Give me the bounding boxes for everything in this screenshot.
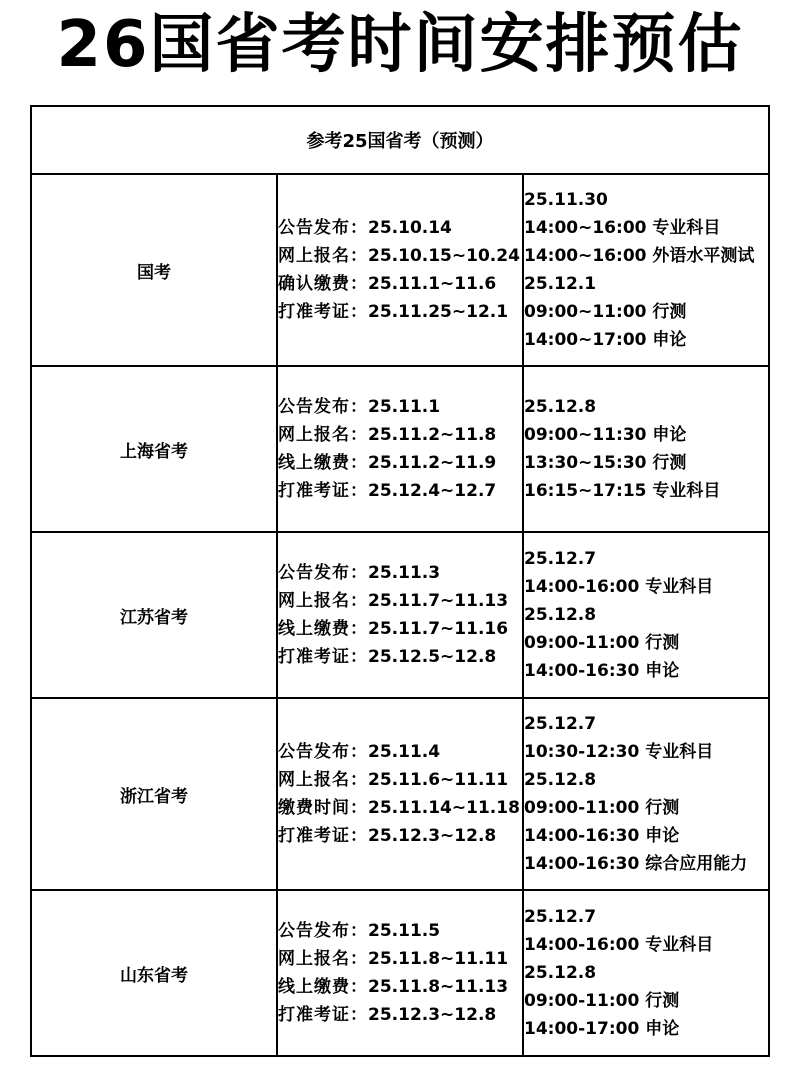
registration-label: 网上报名： xyxy=(278,591,368,611)
table-row xyxy=(31,366,769,532)
exam-time-line: 25.12.7 xyxy=(524,549,597,569)
table-row xyxy=(31,698,769,890)
exam-time-line: 14:00~16:00 专业科目 xyxy=(524,218,721,238)
exam-time-line: 14:00-16:30 申论 xyxy=(524,661,680,681)
exam-time-line: 14:00~17:00 申论 xyxy=(524,330,687,350)
exam-time-line: 14:00-16:30 综合应用能力 xyxy=(524,854,748,874)
registration-label: 网上报名： xyxy=(278,425,368,445)
registration-value: 25.11.6~11.11 xyxy=(368,770,509,790)
registration-line xyxy=(278,794,522,822)
registration-line xyxy=(278,421,522,449)
exam-time-line: 14:00-16:00 专业科目 xyxy=(524,935,714,955)
registration-label: 缴费时间： xyxy=(278,798,368,818)
registration-label: 公告发布： xyxy=(278,218,368,238)
exam-time-line: 25.11.30 xyxy=(524,190,608,210)
registration-label: 公告发布： xyxy=(278,921,368,941)
registration-line xyxy=(278,766,522,794)
registration-label: 打准考证： xyxy=(278,1005,368,1025)
exam-time-line: 14:00~16:00 外语水平测试 xyxy=(524,246,755,266)
exam-name: 江苏省考 xyxy=(31,532,277,698)
exam-time-line: 25.12.8 xyxy=(524,605,597,625)
exam-time-cell xyxy=(523,890,769,1056)
schedule-table xyxy=(30,105,770,1057)
registration-line xyxy=(278,615,522,643)
registration-line xyxy=(278,242,522,270)
registration-value: 25.11.14~11.18 xyxy=(368,798,520,818)
exam-name: 国考 xyxy=(31,174,277,366)
registration-label: 线上缴费： xyxy=(278,619,368,639)
registration-line xyxy=(278,973,522,1001)
registration-label: 公告发布： xyxy=(278,397,368,417)
registration-line xyxy=(278,393,522,421)
exam-name: 山东省考 xyxy=(31,890,277,1056)
registration-value: 25.11.8~11.13 xyxy=(368,977,509,997)
exam-time-line: 09:00-11:00 行测 xyxy=(524,798,680,818)
registration-value: 25.11.25~12.1 xyxy=(368,302,509,322)
registration-label: 打准考证： xyxy=(278,826,368,846)
registration-label: 确认缴费： xyxy=(278,274,368,294)
registration-label: 打准考证： xyxy=(278,302,368,322)
registration-line xyxy=(278,945,522,973)
exam-name: 上海省考 xyxy=(31,366,277,532)
schedule-table-body xyxy=(31,106,769,1056)
registration-cell xyxy=(277,366,523,532)
registration-line xyxy=(278,738,522,766)
table-row xyxy=(31,174,769,366)
exam-time-cell xyxy=(523,698,769,890)
exam-time-line: 10:30-12:30 专业科目 xyxy=(524,742,714,762)
table-row xyxy=(31,532,769,698)
registration-label: 网上报名： xyxy=(278,246,368,266)
registration-value: 25.11.7~11.13 xyxy=(368,591,509,611)
exam-time-line: 25.12.8 xyxy=(524,963,597,983)
registration-value: 25.12.4~12.7 xyxy=(368,481,497,501)
exam-time-line: 14:00-16:00 专业科目 xyxy=(524,577,714,597)
registration-label: 网上报名： xyxy=(278,949,368,969)
table-header-row xyxy=(31,106,769,174)
registration-line xyxy=(278,822,522,850)
registration-value: 25.11.2~11.8 xyxy=(368,425,497,445)
registration-cell xyxy=(277,698,523,890)
exam-time-line: 09:00~11:30 申论 xyxy=(524,425,687,445)
page-title: 26国省考时间安排预估 xyxy=(56,8,744,82)
exam-time-cell xyxy=(523,532,769,698)
registration-value: 25.11.5 xyxy=(368,921,441,941)
registration-line xyxy=(278,559,522,587)
registration-label: 公告发布： xyxy=(278,563,368,583)
exam-time-cell xyxy=(523,366,769,532)
registration-value: 25.11.7~11.16 xyxy=(368,619,509,639)
registration-value: 25.11.1 xyxy=(368,397,441,417)
table-row xyxy=(31,890,769,1056)
registration-line xyxy=(278,643,522,671)
registration-label: 公告发布： xyxy=(278,742,368,762)
registration-value: 25.11.2~11.9 xyxy=(368,453,497,473)
registration-value: 25.12.3~12.8 xyxy=(368,826,497,846)
exam-name: 浙江省考 xyxy=(31,698,277,890)
registration-line xyxy=(278,1001,522,1029)
exam-time-line: 14:00-16:30 申论 xyxy=(524,826,680,846)
registration-value: 25.11.1~11.6 xyxy=(368,274,497,294)
registration-line xyxy=(278,270,522,298)
registration-line xyxy=(278,449,522,477)
exam-time-line: 09:00~11:00 行测 xyxy=(524,302,687,322)
exam-time-cell xyxy=(523,174,769,366)
registration-cell xyxy=(277,890,523,1056)
registration-label: 线上缴费： xyxy=(278,977,368,997)
registration-line xyxy=(278,587,522,615)
registration-value: 25.11.3 xyxy=(368,563,441,583)
registration-cell xyxy=(277,174,523,366)
exam-time-line: 25.12.8 xyxy=(524,770,597,790)
registration-line xyxy=(278,298,522,326)
registration-line xyxy=(278,477,522,505)
exam-time-line: 09:00-11:00 行测 xyxy=(524,633,680,653)
exam-time-line: 25.12.1 xyxy=(524,274,597,294)
exam-time-line: 13:30~15:30 行测 xyxy=(524,453,687,473)
registration-line xyxy=(278,214,522,242)
registration-label: 打准考证： xyxy=(278,647,368,667)
registration-label: 网上报名： xyxy=(278,770,368,790)
registration-label: 打准考证： xyxy=(278,481,368,501)
registration-value: 25.10.14 xyxy=(368,218,452,238)
registration-label: 线上缴费： xyxy=(278,453,368,473)
exam-time-line: 25.12.7 xyxy=(524,714,597,734)
exam-time-line: 09:00-11:00 行测 xyxy=(524,991,680,1011)
registration-value: 25.12.5~12.8 xyxy=(368,647,497,667)
exam-time-line: 14:00-17:00 申论 xyxy=(524,1019,680,1039)
registration-value: 25.11.8~11.11 xyxy=(368,949,509,969)
exam-time-line: 25.12.8 xyxy=(524,397,597,417)
exam-time-line: 16:15~17:15 专业科目 xyxy=(524,481,721,501)
registration-value: 25.11.4 xyxy=(368,742,441,762)
registration-cell xyxy=(277,532,523,698)
table-header: 参考25国省考（预测） xyxy=(31,106,769,174)
registration-value: 25.12.3~12.8 xyxy=(368,1005,497,1025)
registration-line xyxy=(278,917,522,945)
exam-time-line: 25.12.7 xyxy=(524,907,597,927)
registration-value: 25.10.15~10.24 xyxy=(368,246,520,266)
